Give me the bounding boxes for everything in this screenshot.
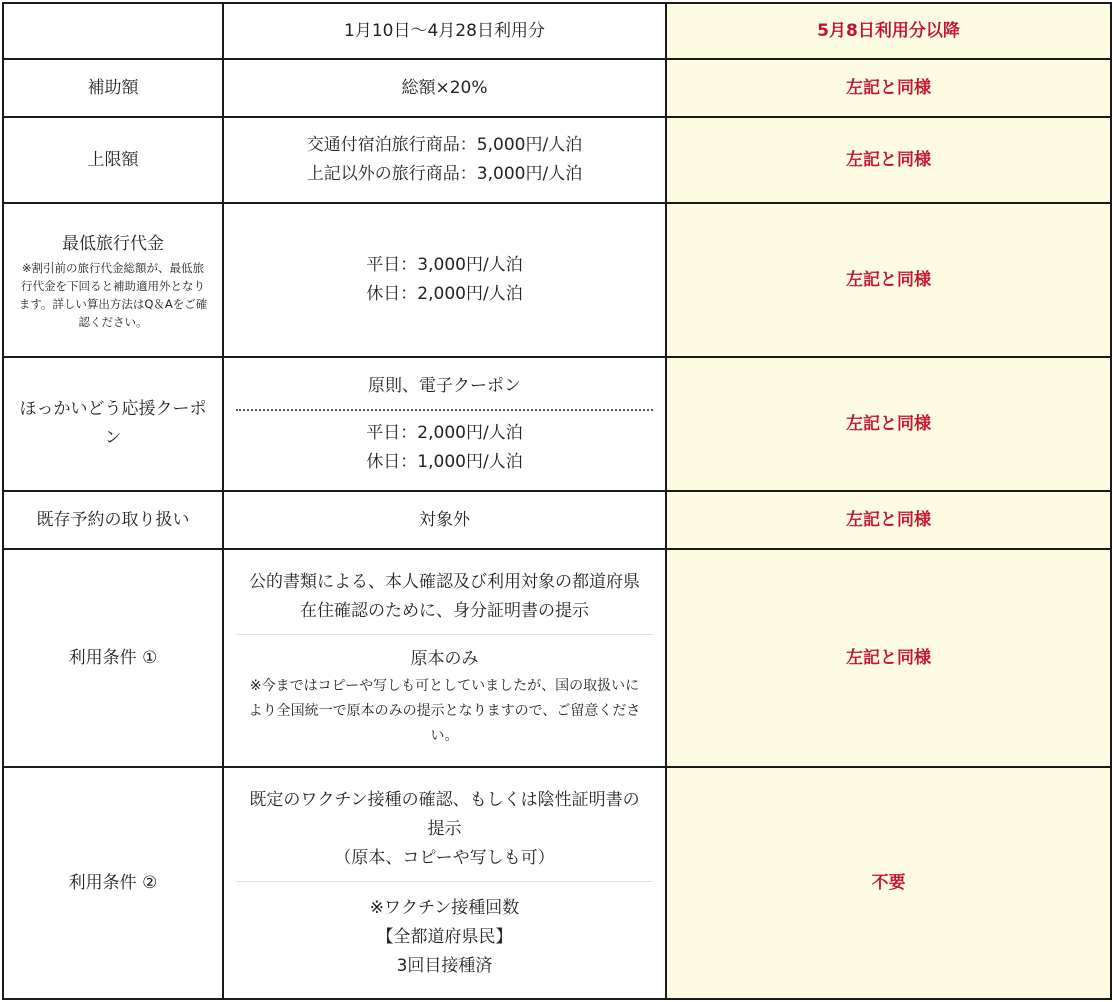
row-label: 上限額 bbox=[3, 117, 223, 203]
row-label-cell bbox=[3, 203, 223, 357]
row-label: 補助額 bbox=[3, 59, 223, 117]
header-blank-cell bbox=[3, 3, 223, 59]
header-period-after: 5月8日利用分以降 bbox=[666, 3, 1111, 59]
current-line: 原本のみ bbox=[410, 648, 479, 669]
current-top-segment bbox=[224, 560, 665, 634]
after-value: 左記と同様 bbox=[666, 491, 1111, 549]
after-value: 左記と同様 bbox=[666, 357, 1111, 491]
current-value bbox=[223, 549, 666, 767]
after-value: 左記と同様 bbox=[666, 59, 1111, 117]
current-line: 上記以外の旅行商品：3,000円/人泊 bbox=[306, 164, 583, 184]
current-line: 平日：2,000円/人泊 bbox=[366, 422, 523, 443]
current-line: （原本、コピーや写しも可） bbox=[334, 847, 555, 868]
current-top-segment bbox=[224, 364, 665, 409]
current-line: 平日：3,000円/人泊 bbox=[366, 255, 523, 275]
row-existing-reservations bbox=[3, 491, 1111, 549]
after-value: 左記と同様 bbox=[666, 203, 1111, 357]
current-line: 公的書類による、本人確認及び利用対象の都道府県在住確認のために、身分証明書の提示 bbox=[249, 571, 640, 621]
row-label: ほっかいどう応援クーポン bbox=[3, 357, 223, 491]
row-label-note: ※割引前の旅行代金総額が、最低旅行代金を下回ると補助適用外となります。詳しい算出方法はQ＆Aをご確認ください。 bbox=[18, 260, 208, 329]
current-line: 休日：1,000円/人泊 bbox=[366, 451, 523, 472]
comparison-table bbox=[2, 2, 1112, 1000]
current-line: 【全都道府県民】 bbox=[376, 926, 513, 947]
row-label: 利用条件 ① bbox=[3, 549, 223, 767]
current-value: 総額×20% bbox=[223, 59, 666, 117]
current-value bbox=[223, 357, 666, 491]
current-value bbox=[223, 117, 666, 203]
row-upper-limit bbox=[3, 117, 1111, 203]
current-line: 休日：2,000円/人泊 bbox=[366, 284, 523, 304]
row-minimum-price bbox=[3, 203, 1111, 357]
row-condition-1 bbox=[3, 549, 1111, 767]
row-label: 最低旅行代金 bbox=[62, 233, 164, 254]
current-bottom-segment bbox=[224, 411, 665, 485]
header-row bbox=[3, 3, 1111, 59]
header-period-current: 1月10日〜4月28日利用分 bbox=[223, 3, 666, 59]
current-line: 3回目接種済 bbox=[396, 955, 493, 976]
current-line: 交通付宿泊旅行商品：5,000円/人泊 bbox=[306, 135, 583, 155]
current-value bbox=[223, 203, 666, 357]
current-top-segment bbox=[224, 778, 665, 881]
current-value: 対象外 bbox=[223, 491, 666, 549]
current-line: 原則、電子クーポン bbox=[368, 375, 521, 396]
row-subsidy-amount bbox=[3, 59, 1111, 117]
row-label: 利用条件 ② bbox=[3, 767, 223, 999]
after-value: 不要 bbox=[666, 767, 1111, 999]
row-condition-2 bbox=[3, 767, 1111, 999]
current-bottom-segment bbox=[224, 635, 665, 757]
row-label: 既存予約の取り扱い bbox=[3, 491, 223, 549]
current-value bbox=[223, 767, 666, 999]
current-note: ※今まではコピーや写しも可としていましたが、国の取扱いにより全国統一で原本のみの提示となりますので、ご留意ください。 bbox=[248, 677, 641, 744]
current-bottom-segment bbox=[224, 882, 665, 989]
current-line: ※ワクチン接種回数 bbox=[369, 897, 520, 918]
after-value: 左記と同様 bbox=[666, 117, 1111, 203]
current-line: 既定のワクチン接種の確認、もしくは陰性証明書の提示 bbox=[249, 789, 640, 839]
row-coupon bbox=[3, 357, 1111, 491]
after-value: 左記と同様 bbox=[666, 549, 1111, 767]
